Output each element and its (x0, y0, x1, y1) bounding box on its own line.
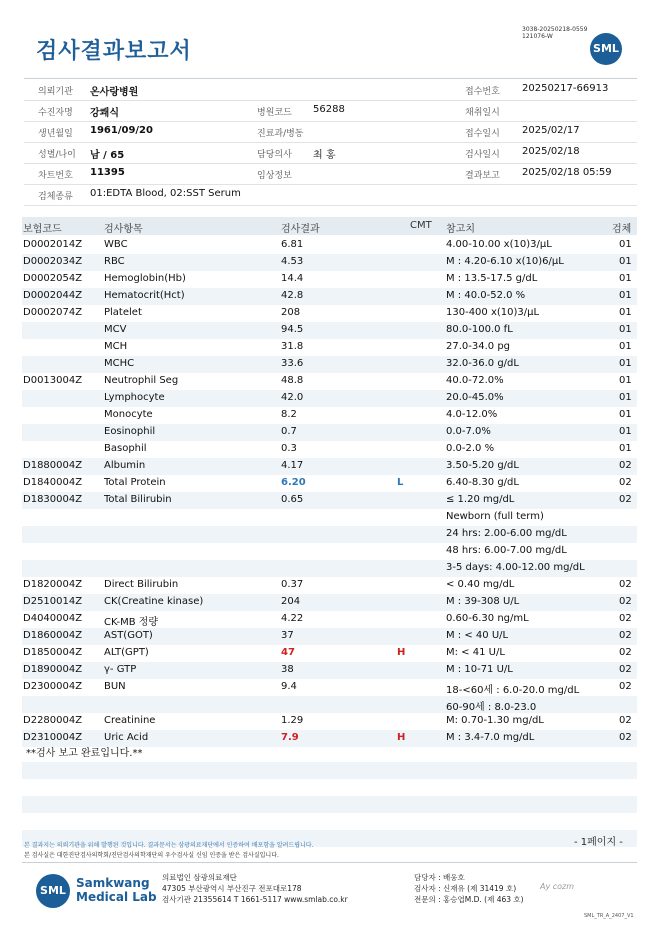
reference-range: Newborn (full term) (446, 511, 544, 522)
test-name: Platelet (104, 307, 142, 318)
table-row (22, 509, 637, 526)
table-row (22, 543, 637, 560)
table-row (22, 322, 637, 339)
reference-range: M : 10-71 U/L (446, 664, 513, 675)
insurance-code: D2300004Z (23, 681, 83, 692)
reference-range: 48 hrs: 6.00-7.00 mg/dL (446, 545, 567, 556)
reference-range: 40.0-72.0% (446, 375, 504, 386)
test-result: 4.17 (281, 460, 304, 471)
insurance-code: D0013004Z (23, 375, 83, 386)
specimen-code: 02 (619, 681, 632, 692)
test-name: Total Bilirubin (104, 494, 172, 505)
specimen-code: 01 (619, 409, 632, 420)
test-result: 48.8 (281, 375, 304, 386)
reference-range: 24 hrs: 2.00-6.00 mg/dL (446, 528, 567, 539)
reference-range: 18-<60세 : 6.0-20.0 mg/dL (446, 685, 580, 696)
test-result: 1.29 (281, 715, 304, 726)
insurance-code: D0002014Z (23, 239, 83, 250)
table-row (22, 662, 637, 679)
test-date: 2025/02/18 (522, 146, 580, 157)
specimen-code: 02 (619, 732, 632, 743)
test-name: ALT(GPT) (104, 647, 149, 658)
reference-range: M : 3.4-7.0 mg/dL (446, 732, 535, 743)
table-row (22, 696, 637, 713)
test-name: Direct Bilirubin (104, 579, 179, 590)
chart-number: 11395 (90, 167, 125, 178)
table-row (22, 305, 637, 322)
test-result: 9.4 (281, 681, 297, 692)
test-name: Albumin (104, 460, 146, 471)
specimen-code: 01 (619, 341, 632, 352)
table-row (22, 390, 637, 407)
test-name: Hemoglobin(Hb) (104, 273, 186, 284)
document-id: 3038-20250218-0559 121076-W (522, 26, 588, 40)
specimen-code: 01 (619, 426, 632, 437)
insurance-code: D0002034Z (23, 256, 83, 267)
info-row-dob: 생년월일 1961/09/20 진료과/병동 접수일시 2025/02/17 (24, 121, 637, 143)
footnote-issue: 본 결과지는 의뢰기관을 위해 발행된 것입니다. 결과문서는 삼광의료재단에서 인증하여 배포함을 알려드립니다. (24, 842, 314, 849)
table-row (22, 594, 637, 611)
test-result: 38 (281, 664, 294, 675)
reference-range: M: < 41 U/L (446, 647, 505, 658)
blank-row (22, 796, 637, 813)
specimen-code: 01 (619, 290, 632, 301)
receipt-date: 2025/02/17 (522, 125, 580, 136)
reference-range: 4.0-12.0% (446, 409, 498, 420)
reference-range: 27.0-34.0 pg (446, 341, 511, 352)
info-row-chart: 차트번호 11395 임상정보 결과보고 2025/02/18 05:59 (24, 163, 637, 185)
test-result: 0.37 (281, 579, 304, 590)
reference-range: < 0.40 mg/dL (446, 579, 515, 590)
form-id: SML_TR_A_2407_V1 (584, 913, 634, 919)
info-row-hospital: 의뢰기관 온사랑병원 접수번호 20250217-66913 (24, 79, 637, 101)
patient-name: 강쾌식 (90, 108, 119, 119)
reference-range: 6.40-8.30 g/dL (446, 477, 519, 488)
test-name: BUN (104, 681, 126, 692)
insurance-code: D1840004Z (23, 477, 83, 488)
table-row (22, 407, 637, 424)
test-result: 42.8 (281, 290, 304, 301)
table-row (22, 611, 637, 628)
page-number: - 1페이지 - (574, 837, 623, 848)
report-complete-text: **검사 보고 완료입니다.** (26, 748, 143, 759)
doctor-name: 최 홍 (313, 150, 336, 161)
reference-range: 3.50-5.20 g/dL (446, 460, 519, 471)
test-result: 4.22 (281, 613, 304, 624)
table-row (22, 288, 637, 305)
insurance-code: D2310004Z (23, 732, 83, 743)
test-name: AST(GOT) (104, 630, 153, 641)
test-result: 204 (281, 596, 301, 607)
reference-range: 3-5 days: 4.00-12.00 mg/dL (446, 562, 585, 573)
insurance-code: D1860004Z (23, 630, 83, 641)
hospital-name: 온사랑병원 (90, 87, 139, 98)
test-name: MCHC (104, 358, 135, 369)
test-name: Monocyte (104, 409, 153, 420)
reference-range: 80.0-100.0 fL (446, 324, 513, 335)
test-name: Creatinine (104, 715, 156, 726)
reference-range: 130-400 x(10)3/μL (446, 307, 540, 318)
table-row (22, 526, 637, 543)
specimen-code: 02 (619, 647, 632, 658)
test-result: 14.4 (281, 273, 304, 284)
test-result: 47 (281, 647, 295, 658)
page-title: 검사결과보고서 (36, 39, 192, 64)
reference-range: M: 0.70-1.30 mg/dL (446, 715, 544, 726)
info-row-sexage: 성별/나이 남 / 65 담당의사 최 홍 검사일시 2025/02/18 (24, 142, 637, 164)
table-row (22, 492, 637, 509)
test-result: 0.7 (281, 426, 297, 437)
specimen-code: 01 (619, 307, 632, 318)
table-row (22, 271, 637, 288)
test-name: WBC (104, 239, 128, 250)
specimen-code: 02 (619, 664, 632, 675)
reference-range: ≤ 1.20 mg/dL (446, 494, 515, 505)
test-name: Hematocrit(Hct) (104, 290, 185, 301)
insurance-code: D1830004Z (23, 494, 83, 505)
reference-range: M : 40.0-52.0 % (446, 290, 526, 301)
test-name: Eosinophil (104, 426, 156, 437)
test-result: 4.53 (281, 256, 304, 267)
table-row (22, 237, 637, 254)
test-name: γ- GTP (104, 664, 137, 675)
signature: Ay cozm (540, 882, 575, 891)
table-row (22, 679, 637, 696)
test-name: Neutrophil Seg (104, 375, 179, 386)
report-datetime: 2025/02/18 05:59 (522, 167, 612, 178)
test-result: 6.20 (281, 477, 306, 488)
sml-logo: SML (590, 33, 622, 65)
specimen-code: 01 (619, 324, 632, 335)
specimen-code: 01 (619, 375, 632, 386)
table-row (22, 577, 637, 594)
specimen-code: 01 (619, 443, 632, 454)
test-result: 37 (281, 630, 294, 641)
test-result: 7.9 (281, 732, 299, 743)
test-name: CK-MB 정량 (104, 617, 159, 628)
result-flag: H (397, 647, 406, 658)
specimen-code: 02 (619, 630, 632, 641)
reference-range: M : 13.5-17.5 g/dL (446, 273, 538, 284)
test-result: 0.3 (281, 443, 297, 454)
specimen-code: 02 (619, 477, 632, 488)
table-row (22, 424, 637, 441)
reference-range: 0.0-2.0 % (446, 443, 495, 454)
result-flag: H (397, 732, 406, 743)
specimen-code: 01 (619, 273, 632, 284)
insurance-code: D0002054Z (23, 273, 83, 284)
table-row (22, 373, 637, 390)
specimen-code: 01 (619, 256, 632, 267)
specimen-code: 01 (619, 239, 632, 250)
hospital-code: 56288 (313, 104, 345, 115)
info-row-patient: 수진자명 강쾌식 병원코드 56288 채취일시 (24, 100, 637, 122)
organization-info: 의료법인 삼광의료재단 47305 부산광역시 부산진구 전포대로178 검사기관 21355614 T 1661-5117 www.smlab.co.kr (162, 873, 348, 904)
staff-info: 담당자 : 배웅호 검사자 : 신재유 (제 31419 호) 전문의 : 홍승엽M.D. (제 463 호) (414, 873, 524, 904)
specimen-code: 01 (619, 358, 632, 369)
insurance-code: D2510014Z (23, 596, 83, 607)
table-row (22, 339, 637, 356)
reference-range: 0.0-7.0% (446, 426, 491, 437)
insurance-code: D4040004Z (23, 613, 83, 624)
test-name: Uric Acid (104, 732, 149, 743)
reference-range: M : < 40 U/L (446, 630, 509, 641)
footnote-accreditation: 본 검사실은 대한진단검사의학회/진단검사의학재단의 우수검사실 신임 인증을 받은 검사실입니다. (24, 852, 279, 859)
divider (22, 862, 637, 863)
test-name: Basophil (104, 443, 147, 454)
test-result: 208 (281, 307, 301, 318)
insurance-code: D1880004Z (23, 460, 83, 471)
test-result: 6.81 (281, 239, 304, 250)
test-result: 0.65 (281, 494, 304, 505)
reference-range: 32.0-36.0 g/dL (446, 358, 519, 369)
insurance-code: D1850004Z (23, 647, 83, 658)
result-flag: L (397, 477, 404, 488)
specimen-code: 02 (619, 579, 632, 590)
blank-row (22, 762, 637, 779)
table-row (22, 441, 637, 458)
table-row (22, 475, 637, 492)
reference-range: 20.0-45.0% (446, 392, 504, 403)
test-name: MCH (104, 341, 128, 352)
specimen-code: 02 (619, 715, 632, 726)
table-row (22, 560, 637, 577)
reference-range: M : 4.20-6.10 x(10)6/μL (446, 256, 564, 267)
test-name: RBC (104, 256, 125, 267)
birth-date: 1961/09/20 (90, 125, 153, 136)
test-name: Total Protein (104, 477, 166, 488)
table-row (22, 254, 637, 271)
table-row (22, 713, 637, 730)
test-result: 42.0 (281, 392, 304, 403)
info-row-specimen: 검체종류 01:EDTA Blood, 02:SST Serum (24, 184, 637, 206)
test-name: Lymphocyte (104, 392, 165, 403)
specimen-code: 02 (619, 460, 632, 471)
table-row (22, 458, 637, 475)
insurance-code: D0002044Z (23, 290, 83, 301)
test-result: 31.8 (281, 341, 304, 352)
specimen-types: 01:EDTA Blood, 02:SST Serum (90, 188, 241, 199)
insurance-code: D0002074Z (23, 307, 83, 318)
brand-name: Samkwang Medical Lab (76, 876, 157, 904)
insurance-code: D1820004Z (23, 579, 83, 590)
test-name: CK(Creatine kinase) (104, 596, 204, 607)
specimen-code: 02 (619, 596, 632, 607)
reference-range: M : 39-308 U/L (446, 596, 520, 607)
specimen-code: 02 (619, 613, 632, 624)
specimen-code: 01 (619, 392, 632, 403)
insurance-code: D1890004Z (23, 664, 83, 675)
results-table-header: 보험코드 검사항목 검사결과 CMT 참고치 검체 (22, 217, 637, 235)
table-row (22, 628, 637, 645)
reference-range: 0.60-6.30 ng/mL (446, 613, 529, 624)
sex-age: 남 / 65 (90, 150, 125, 161)
specimen-code: 02 (619, 494, 632, 505)
reference-range: 4.00-10.00 x(10)3/μL (446, 239, 552, 250)
table-row (22, 356, 637, 373)
insurance-code: D2280004Z (23, 715, 83, 726)
test-result: 8.2 (281, 409, 297, 420)
test-result: 33.6 (281, 358, 304, 369)
reference-range: 60-90세 : 8.0-23.0 (446, 702, 537, 713)
test-result: 94.5 (281, 324, 304, 335)
receipt-number: 20250217-66913 (522, 83, 609, 94)
test-name: MCV (104, 324, 127, 335)
sml-logo-footer: SML (36, 874, 70, 908)
table-row (22, 645, 637, 662)
